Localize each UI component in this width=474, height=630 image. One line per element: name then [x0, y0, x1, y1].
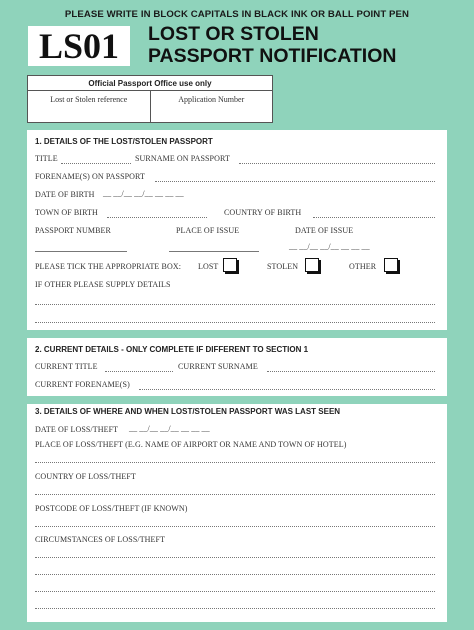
place-of-issue-label: PLACE OF ISSUE: [176, 226, 240, 235]
tick-prompt-label: PLEASE TICK THE APPROPRIATE BOX:: [35, 262, 182, 271]
current-surname-label: CURRENT SURNAME: [178, 362, 258, 371]
lost-stolen-reference-field[interactable]: Lost or Stolen reference: [50, 95, 128, 104]
form-title: [148, 23, 396, 67]
official-use-heading: Official Passport Office use only: [28, 76, 272, 91]
section-1-heading: 1. DETAILS OF THE LOST/STOLEN PASSPORT: [35, 137, 213, 146]
form-code: LS01: [28, 26, 130, 66]
current-surname-field[interactable]: [267, 371, 435, 372]
forenames-field[interactable]: [155, 181, 435, 182]
date-of-issue-label: DATE OF ISSUE: [295, 226, 354, 235]
circumstances-field-line-2[interactable]: [35, 574, 435, 575]
lost-checkbox[interactable]: [223, 258, 237, 272]
current-title-field[interactable]: [105, 371, 173, 372]
section-3-panel: [27, 404, 447, 622]
dob-field[interactable]: __ __/__ __/__ __ __ __: [103, 189, 184, 198]
form-title-line2: PASSPORT NOTIFICATION: [148, 45, 397, 67]
title-field[interactable]: [61, 163, 131, 164]
other-option-label: OTHER: [349, 262, 377, 271]
town-of-birth-field[interactable]: [107, 217, 207, 218]
other-checkbox[interactable]: [384, 258, 398, 272]
official-use-box: [27, 75, 273, 123]
circumstances-field-line-3[interactable]: [35, 591, 435, 592]
place-of-loss-field[interactable]: [35, 462, 435, 463]
town-of-birth-label: TOWN OF BIRTH: [35, 208, 98, 217]
stolen-checkbox[interactable]: [305, 258, 319, 272]
circumstances-label: CIRCUMSTANCES OF LOSS/THEFT: [35, 535, 166, 544]
postcode-of-loss-field[interactable]: [35, 526, 435, 527]
dob-label: DATE OF BIRTH: [35, 190, 95, 199]
passport-number-label: PASSPORT NUMBER: [35, 226, 111, 235]
place-of-issue-field[interactable]: [169, 251, 259, 252]
section-1-panel: [27, 130, 447, 330]
passport-number-field[interactable]: [35, 251, 127, 252]
section-3-heading: 3. DETAILS OF WHERE AND WHEN LOST/STOLEN PASSPORT WAS LAST SEEN: [35, 407, 341, 416]
country-of-loss-field[interactable]: [35, 494, 435, 495]
country-of-loss-label: COUNTRY OF LOSS/THEFT: [35, 472, 136, 481]
other-details-field-line-1[interactable]: [35, 304, 435, 305]
date-of-loss-field[interactable]: __ __/__ __/__ __ __ __: [129, 424, 210, 433]
place-of-loss-label: PLACE OF LOSS/THEFT (E.G. NAME OF AIRPORT OR NAME AND TOWN OF HOTEL): [35, 440, 347, 449]
circumstances-field-line-1[interactable]: [35, 557, 435, 558]
country-of-birth-field[interactable]: [313, 217, 435, 218]
date-of-issue-field[interactable]: __ __/__ __/__ __ __ __: [289, 242, 370, 251]
country-of-birth-label: COUNTRY OF BIRTH: [224, 208, 302, 217]
current-forenames-label: CURRENT FORENAME(S): [35, 380, 130, 389]
title-label: TITLE: [35, 154, 58, 163]
form-title-line1: LOST OR STOLEN: [148, 23, 319, 45]
surname-field[interactable]: [239, 163, 435, 164]
stolen-option-label: STOLEN: [267, 262, 299, 271]
current-title-label: CURRENT TITLE: [35, 362, 98, 371]
lost-option-label: LOST: [198, 262, 219, 271]
postcode-of-loss-label: POSTCODE OF LOSS/THEFT (IF KNOWN): [35, 504, 188, 513]
forenames-label: FORENAME(S) ON PASSPORT: [35, 172, 145, 181]
current-forenames-field[interactable]: [139, 389, 435, 390]
other-details-label: IF OTHER PLEASE SUPPLY DETAILS: [35, 280, 171, 289]
section-2-heading: 2. CURRENT DETAILS - ONLY COMPLETE IF DIFFERENT TO SECTION 1: [35, 345, 309, 354]
date-of-loss-label: DATE OF LOSS/THEFT: [35, 425, 119, 434]
application-number-field[interactable]: Application Number: [150, 91, 273, 122]
surname-label: SURNAME ON PASSPORT: [135, 154, 230, 163]
circumstances-field-line-4[interactable]: [35, 608, 435, 609]
section-2-panel: [27, 338, 447, 396]
other-details-field-line-2[interactable]: [35, 322, 435, 323]
form-instruction: PLEASE WRITE IN BLOCK CAPITALS IN BLACK INK OR BALL POINT PEN: [64, 9, 410, 20]
